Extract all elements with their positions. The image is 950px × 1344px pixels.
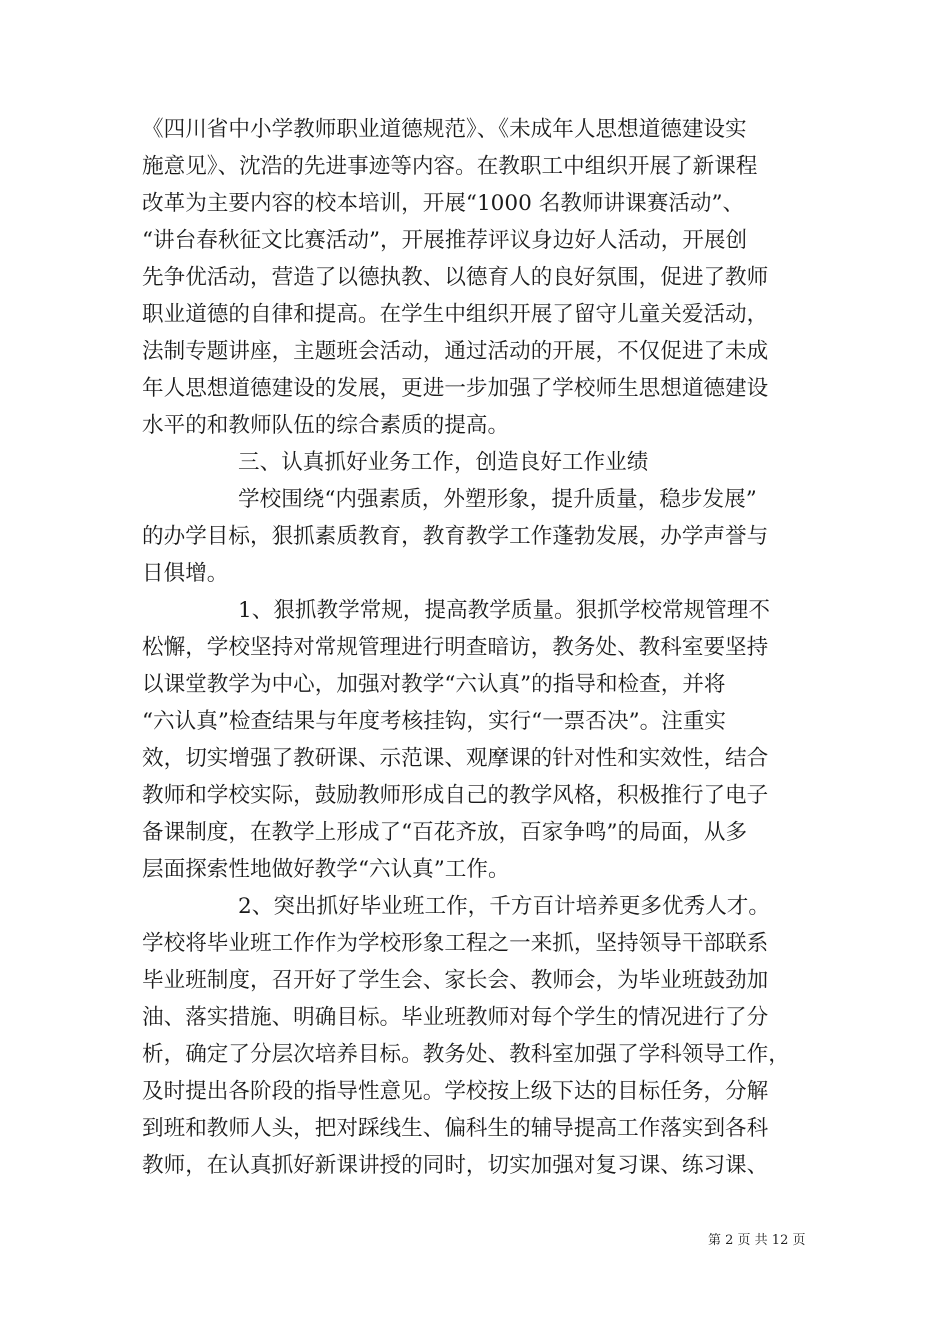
- paragraph-line: 法制专题讲座，主题班会活动，通过活动的开展，不仅促进了未成: [142, 339, 769, 364]
- paragraph-line: 《四川省中小学教师职业道德规范》、《未成年人思想道德建设实: [142, 117, 747, 142]
- paragraph-line: 效，切实增强了教研课、示范课、观摩课的针对性和实效性，结合: [142, 746, 769, 771]
- page-number: 第 2 页 共 12 页: [708, 1233, 806, 1248]
- paragraph-line: 松懈，学校坚持对常规管理进行明查暗访，教务处、教科室要坚持: [142, 635, 769, 660]
- paragraph-line: 先争优活动，营造了以德执教、以德育人的良好氛围，促进了教师: [142, 265, 769, 290]
- paragraph-line: 2、突出抓好毕业班工作，千方百计培养更多优秀人才。: [238, 894, 770, 919]
- paragraph-line: 及时提出各阶段的指导性意见。学校按上级下达的目标任务，分解: [142, 1079, 769, 1104]
- paragraph-line: 施意见》、沈浩的先进事迹等内容。在教职工中组织开展了新课程: [142, 154, 758, 179]
- paragraph-line: 到班和教师人头，把对踩线生、偏科生的辅导提高工作落实到各科: [142, 1116, 769, 1141]
- paragraph-line: 职业道德的自律和提高。在学生中组织开展了留守儿童关爱活动，: [142, 302, 769, 327]
- paragraph-line: 毕业班制度，召开好了学生会、家长会、教师会，为毕业班鼓劲加: [142, 968, 769, 993]
- paragraph-line: 学校将毕业班工作作为学校形象工程之一来抓，坚持领导干部联系: [142, 931, 769, 956]
- paragraph-line: 1、狠抓教学常规，提高教学质量。狠抓学校常规管理不: [238, 598, 770, 623]
- paragraph-line: 教师，在认真抓好新课讲授的同时，切实加强对复习课、练习课、: [142, 1153, 769, 1178]
- paragraph-line: “讲台春秋征文比赛活动”，开展推荐评议身边好人活动，开展创: [142, 228, 748, 253]
- paragraph-line: “六认真”检查结果与年度考核挂钩，实行“一票否决”。注重实: [142, 709, 727, 734]
- paragraph-line: 备课制度，在教学上形成了“百花齐放，百家争鸣”的局面，从多: [142, 820, 748, 845]
- paragraph-line: 学校围绕“内强素质，外塑形象，提升质量，稳步发展”: [238, 487, 757, 512]
- paragraph-line: 析，确定了分层次培养目标。教务处、教科室加强了学科领导工作，: [142, 1042, 790, 1067]
- paragraph-line: 水平的和教师队伍的综合素质的提高。: [142, 413, 510, 438]
- paragraph-line: 的办学目标，狠抓素质教育，教育教学工作蓬勃发展，办学声誉与: [142, 524, 769, 549]
- paragraph-line: 改革为主要内容的校本培训，开展“1000 名教师讲课赛活动”、: [142, 191, 745, 216]
- paragraph-line: 日俱增。: [142, 561, 229, 586]
- paragraph-line: 以课堂教学为中心，加强对教学“六认真”的指导和检查，并将: [142, 672, 726, 697]
- paragraph-line: 层面探索性地做好教学“六认真”工作。: [142, 857, 510, 882]
- paragraph-line: 年人思想道德建设的发展，更进一步加强了学校师生思想道德建设: [142, 376, 769, 401]
- paragraph-line: 油、落实措施、明确目标。毕业班教师对每个学生的情况进行了分: [142, 1005, 769, 1030]
- section-heading: 三、认真抓好业务工作，创造良好工作业绩: [238, 450, 649, 475]
- paragraph-line: 教师和学校实际，鼓励教师形成自己的教学风格，积极推行了电子: [142, 783, 769, 808]
